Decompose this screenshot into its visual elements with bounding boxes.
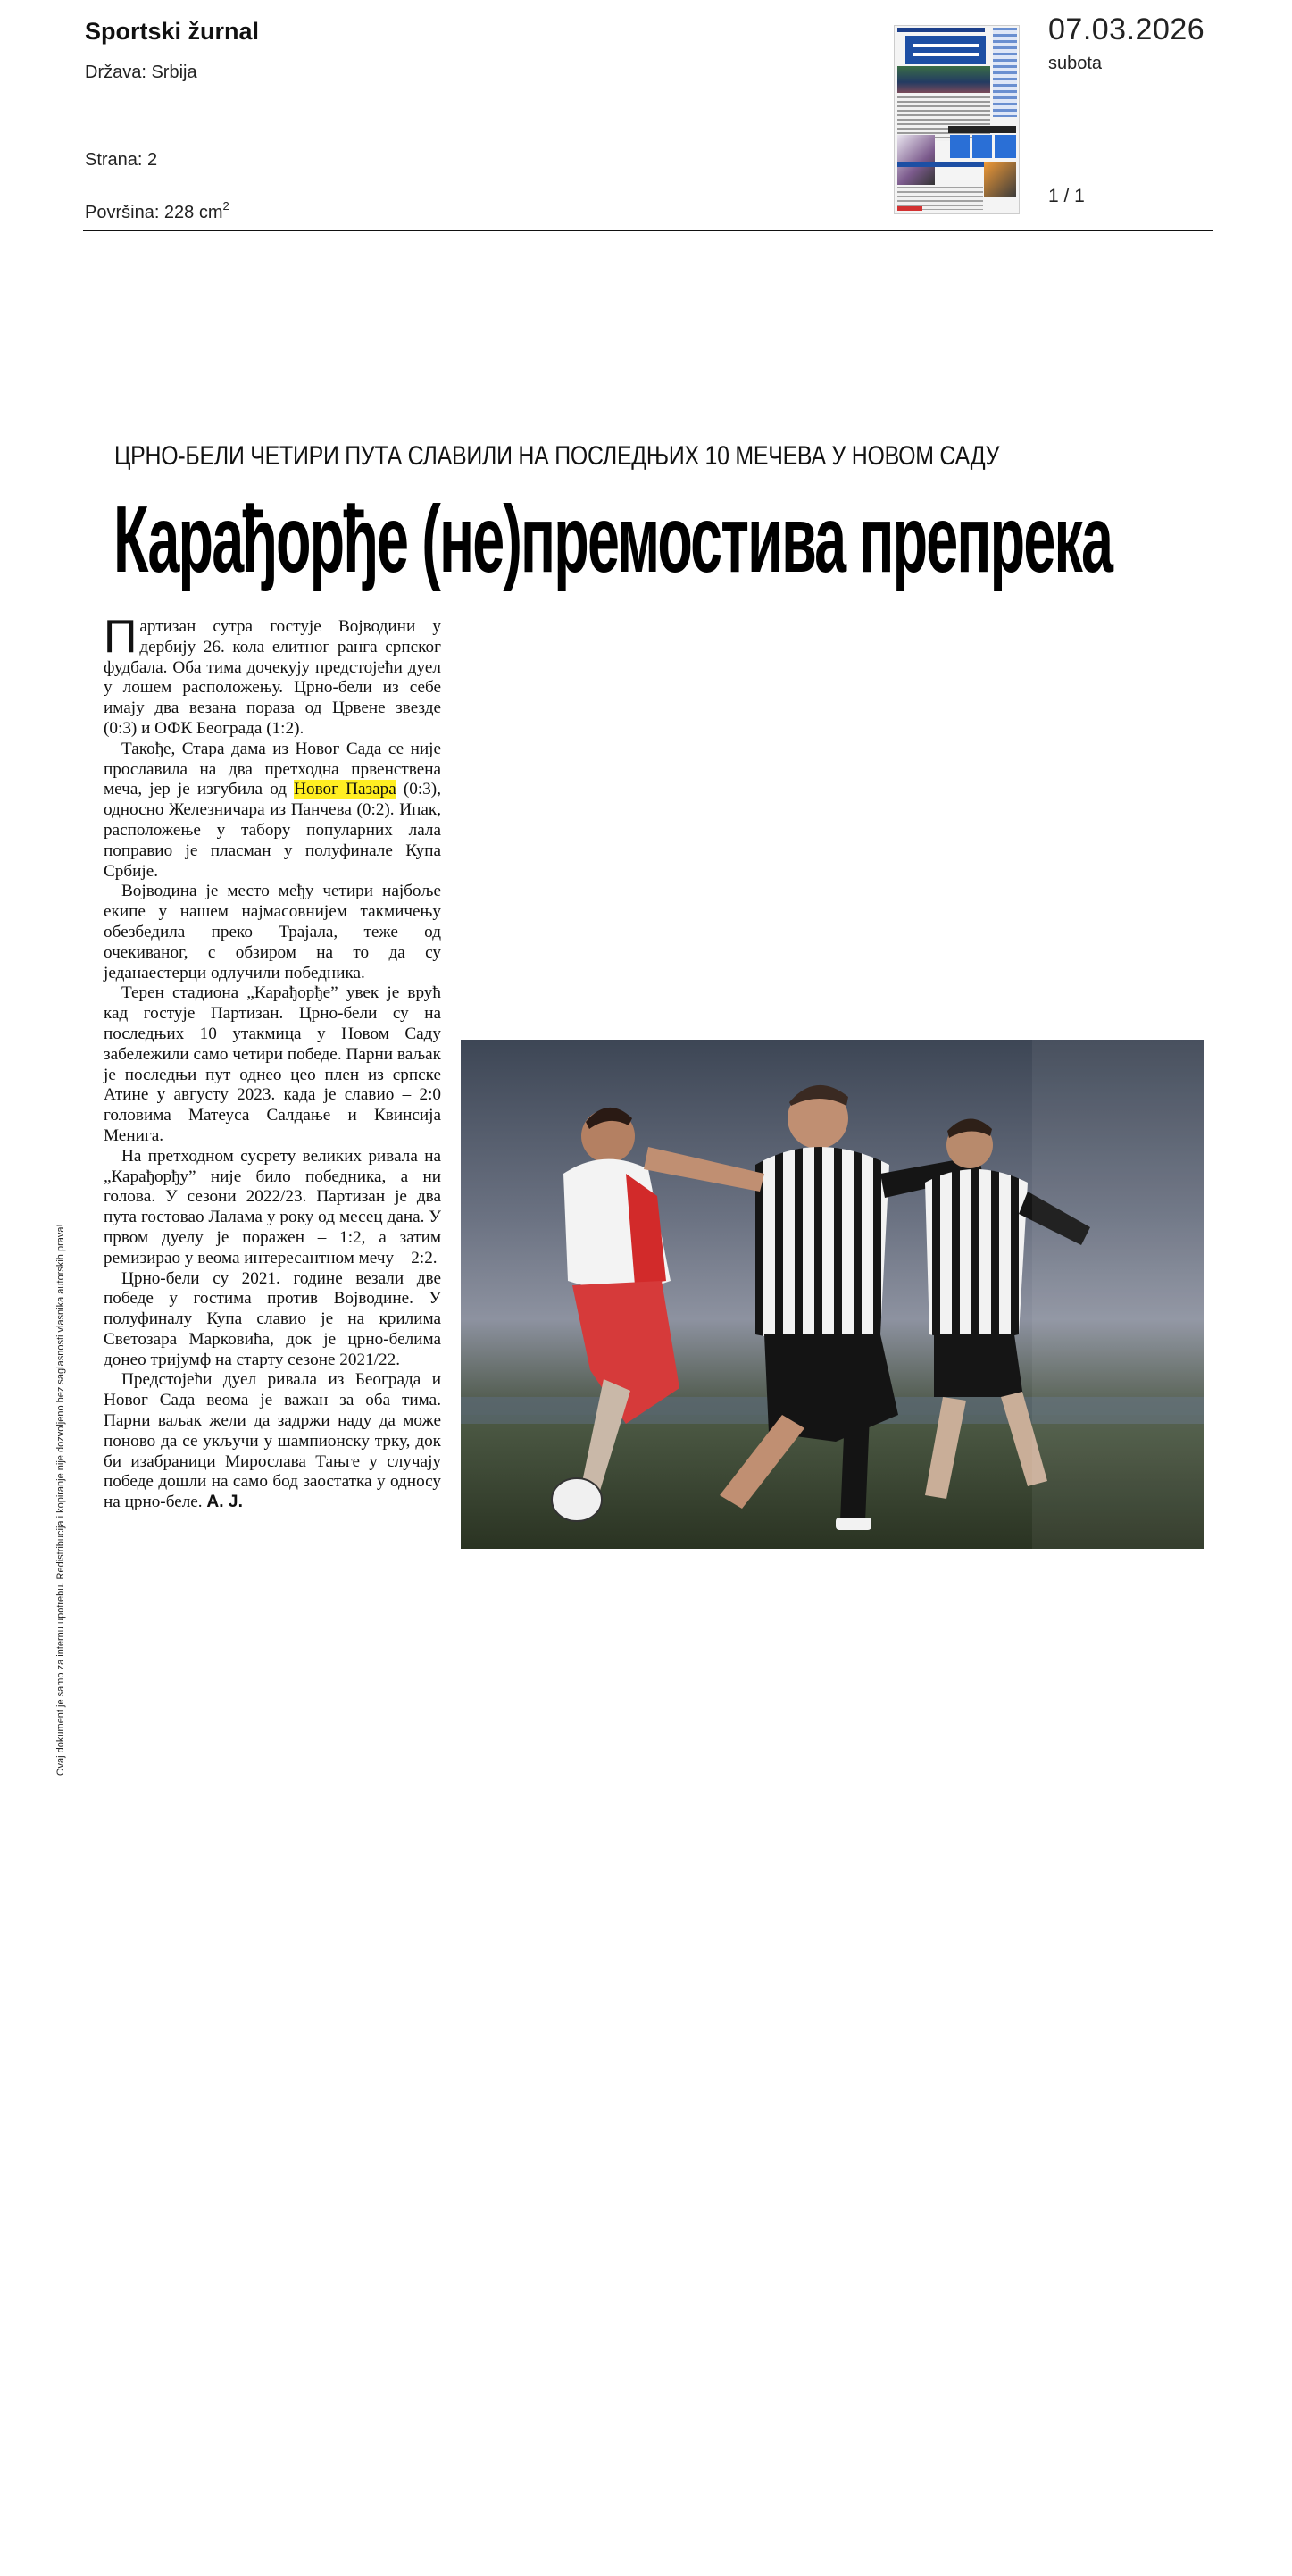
area-unit-exponent: 2 <box>222 199 229 213</box>
paragraph-3: Војводина је место међу четири најбоље екипе у нашем најмасовнијем такмичењу обезбедила преко Трајала, теже од очекиваног, с обзиром на то да су једанаестерци одлучили победника. <box>104 882 441 983</box>
page-label: Strana: 2 <box>85 150 158 170</box>
paragraph-7 <box>104 1370 441 1513</box>
drop-cap: П <box>104 611 138 663</box>
page-thumbnail[interactable] <box>894 25 1020 214</box>
area-value: Površina: 228 cm <box>85 203 223 222</box>
paragraph-2 <box>104 740 441 882</box>
issue-weekday: subota <box>1048 54 1103 73</box>
page-count: 1 / 1 <box>1048 186 1085 206</box>
photo-credit: ФОТО: С. Сандић <box>932 2436 950 2576</box>
article-body <box>104 611 441 1513</box>
publication-name: Sportski žurnal <box>85 18 260 45</box>
paragraph-1 <box>104 611 441 740</box>
highlighted-keyword: Новог Пазара <box>294 780 396 799</box>
paragraph-2-text-a: Такође, Стара дама из Новог Сада се није прославила на два претходна првенствена меча, јер је изгубила од <box>104 739 441 799</box>
country-label: Država: Srbija <box>85 63 197 82</box>
header-divider <box>83 230 1213 231</box>
paragraph-2-text-b: (0:3), односно Железничара из Панчева (0:2). Ипак, расположење у табору популарних лала поправио је пласман у полуфинале Купа Србије. <box>104 780 441 881</box>
author-initials: А. Ј. <box>206 1493 243 1512</box>
area-label <box>85 195 229 224</box>
paragraph-7-text: Предстојећи дуел ривала из Београда и Новог Сада веома је важан за оба тима. Парни ваљак жели да задржи наду да може поново да се укључи у шампионску трку, док би изабраници Мирослава Тањге у случају победе дошли на само бод заостатка у односу на црно-беле. <box>104 1370 441 1512</box>
match-photo <box>461 1040 1204 2576</box>
match-photo-illustration <box>461 1040 1204 1549</box>
article-kicker: ЦРНО-БЕЛИ ЧЕТИРИ ПУТА СЛАВИЛИ НА ПОСЛЕДЊИХ 10 МЕЧЕВА У НОВОМ САДУ <box>114 441 1000 471</box>
copyright-notice: Ovaj dokument je samo za internu upotrebu. Redistribucija i kopiranje nije dozvoljeno bez saglasnosti vlasnika autorskih prava! <box>55 1224 66 1776</box>
paragraph-6: Црно-бели су 2021. године везали две победе у гостима против Војводине. У полуфиналу Купа славио је на крилима Светозара Марковића, док је црно-белима донео тријумф на старту сезоне 2021/22. <box>104 1268 441 1369</box>
paragraph-4: Терен стадиона „Карађорђе” увек је врућ кад гостује Партизан. Црно-бели су на последњих 10 утакмица у Новом Саду забележили само четири победе. Парни ваљак је последњи пут однео цео плен из српске Атине у августу 2023. када је славио – 2:0 головима Матеуса Салдање и Квинсија Менига. <box>104 983 441 1145</box>
issue-date: 07.03.2026 <box>1048 13 1205 46</box>
article-headline: Карађорђе (не)премостива препрека <box>113 487 1113 592</box>
paragraph-5: На претходном сусрету великих ривала на „Карађорђу” није било победника, а ни голова. У сезони 2022/23. Партизан је два пута гостовао Лалама у року од месец дана. У првом дуелу је поражен – 1:2, а затим ремизирао у веома интересантном мечу – 2:2. <box>104 1146 441 1267</box>
paragraph-1-text: артизан сутра гостује Војводини у дербију 26. кола елитног ранга српског фудбала. Оба тима дочекују предстојећи дуел у лошем расположењу. Црно-бели из себе имају два везана пораза од Црвене звезде (0:3) и ОФК Београда (1:2). <box>104 617 441 738</box>
